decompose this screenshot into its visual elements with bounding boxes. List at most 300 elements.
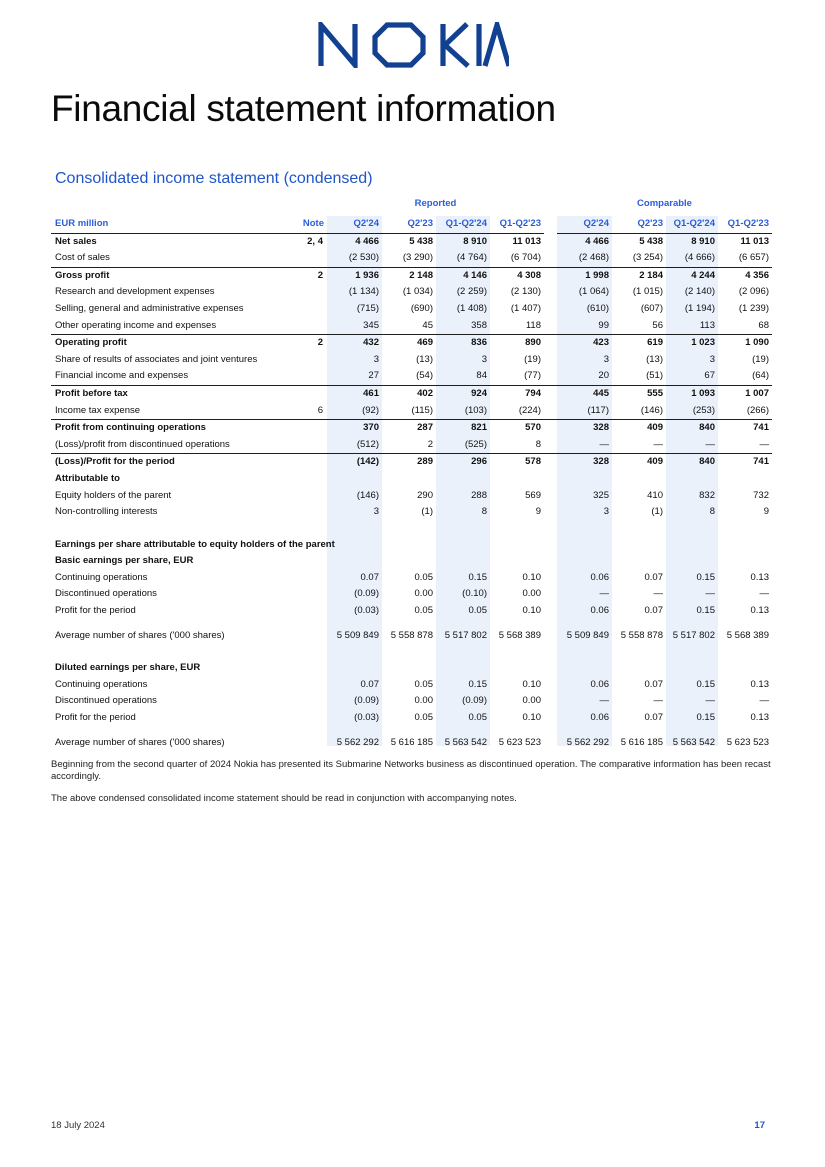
- row-label: Cost of sales: [55, 252, 110, 264]
- col-gap: [544, 454, 557, 471]
- row-note: [279, 471, 327, 488]
- comparable-value: (64): [752, 370, 769, 382]
- col-gap: [544, 735, 557, 752]
- reported-value: (0.09): [354, 695, 379, 707]
- row-label: Net sales: [55, 235, 97, 247]
- comparable-value: 619: [612, 335, 666, 352]
- comparable-value: 732: [753, 489, 769, 501]
- spacer-row: [51, 727, 772, 735]
- comparable-value: [557, 537, 612, 554]
- comparable-value: (19): [752, 353, 769, 365]
- row-note: [279, 420, 327, 437]
- row-label: Continuing operations: [55, 678, 148, 690]
- comparable-value: 0.15: [696, 605, 715, 617]
- reported-value: [327, 553, 382, 570]
- row-label: Diluted earnings per share, EUR: [55, 662, 201, 674]
- comparable-value: [718, 537, 772, 554]
- reported-value: [436, 471, 490, 488]
- col-header-period: Q1-Q2'24: [666, 216, 718, 233]
- reported-value: [327, 660, 382, 677]
- reported-value: (1 408): [456, 302, 487, 314]
- row-label: Profit for the period: [55, 712, 136, 724]
- reported-value: 5 616 185: [390, 736, 433, 748]
- reported-value: (146): [356, 489, 379, 501]
- reported-value: (2 530): [348, 252, 379, 264]
- row-label: Profit from continuing operations: [51, 420, 279, 437]
- comparable-value: 1 998: [557, 267, 612, 284]
- col-header-period: Q2'24: [327, 216, 382, 233]
- reported-value: 3: [481, 353, 487, 365]
- col-gap: [544, 471, 557, 488]
- reported-value: [490, 537, 544, 554]
- table-header-row: [51, 216, 772, 233]
- comparable-value: 409: [612, 420, 666, 437]
- reported-value: 287: [382, 420, 436, 437]
- reported-value: (13): [416, 353, 433, 365]
- spacer-row: [51, 644, 772, 660]
- comparable-value: —: [599, 695, 609, 707]
- reported-value: [382, 660, 436, 677]
- reported-value: (0.03): [354, 712, 379, 724]
- reported-value: 0.05: [468, 712, 487, 724]
- row-label: Profit before tax: [51, 385, 279, 402]
- comparable-value: 1 007: [718, 385, 772, 402]
- reported-value: 570: [490, 420, 544, 437]
- row-label: Research and development expenses: [55, 286, 215, 298]
- col-header-period: Q1-Q2'23: [490, 216, 544, 233]
- table-row: [51, 660, 772, 677]
- reported-value: (1 407): [510, 302, 541, 314]
- col-gap: [544, 216, 557, 233]
- reported-value: (19): [524, 353, 541, 365]
- reported-value: (115): [411, 404, 433, 416]
- reported-value: (92): [362, 404, 379, 416]
- table-row: [51, 250, 772, 267]
- reported-value: 3: [373, 506, 379, 518]
- reported-value: 4 308: [490, 267, 544, 284]
- comparable-value: 8: [709, 506, 715, 518]
- spacer-row: [51, 620, 772, 628]
- reported-value: 84: [476, 370, 487, 382]
- comparable-value: [557, 660, 612, 677]
- comparable-value: —: [759, 695, 769, 707]
- reported-value: 5 517 802: [444, 629, 487, 641]
- comparable-value: 5 623 523: [726, 736, 769, 748]
- table-row: [51, 710, 772, 727]
- col-gap: [544, 368, 557, 385]
- reported-value: 0.00: [522, 588, 541, 600]
- row-label: Other operating income and expenses: [55, 319, 217, 331]
- comparable-value: 423: [557, 335, 612, 352]
- table-row: [51, 385, 772, 402]
- reported-value: (512): [356, 438, 379, 450]
- row-note: 2, 4: [307, 235, 323, 247]
- reported-value: (1): [421, 506, 433, 518]
- reported-value: 794: [490, 385, 544, 402]
- row-note: [279, 504, 327, 521]
- comparable-value: 5 563 542: [672, 736, 715, 748]
- comparable-value: 0.07: [644, 678, 663, 690]
- comparable-value: —: [653, 588, 663, 600]
- reported-value: 45: [422, 319, 433, 331]
- reported-value: [490, 660, 544, 677]
- comparable-value: 3: [709, 353, 715, 365]
- comparable-value: —: [599, 438, 609, 450]
- reported-value: 821: [436, 420, 490, 437]
- row-note: [279, 570, 327, 587]
- row-label: Attributable to: [55, 472, 120, 484]
- col-gap: [544, 710, 557, 727]
- comparable-value: —: [653, 438, 663, 450]
- reported-value: 9: [535, 506, 541, 518]
- comparable-value: (1 015): [632, 286, 663, 298]
- row-label: Earnings per share attributable to equity holders of the parent: [55, 538, 335, 550]
- col-gap: [544, 420, 557, 437]
- comparable-value: 0.15: [696, 678, 715, 690]
- row-label: (Loss)/profit from discontinued operations: [55, 438, 230, 450]
- reported-value: 578: [490, 454, 544, 471]
- comparable-value: —: [653, 695, 663, 707]
- reported-value: 402: [382, 385, 436, 402]
- comparable-value: 409: [612, 454, 666, 471]
- reported-value: 118: [525, 319, 541, 331]
- row-note: [279, 284, 327, 301]
- comparable-value: (1): [651, 506, 663, 518]
- comparable-value: (6 657): [738, 252, 769, 264]
- reported-value: [382, 471, 436, 488]
- reported-value: (0.09): [354, 588, 379, 600]
- row-label: Discontinued operations: [55, 695, 157, 707]
- comparable-value: 20: [598, 370, 609, 382]
- comparable-value: (3 254): [632, 252, 663, 264]
- col-gap: [544, 488, 557, 505]
- comparable-value: 113: [699, 319, 715, 331]
- col-gap: [544, 553, 557, 570]
- row-label: Non-controlling interests: [55, 506, 158, 518]
- comparable-value: 2 184: [612, 267, 666, 284]
- col-gap: [544, 403, 557, 420]
- comparable-value: —: [705, 588, 715, 600]
- col-header-period: Q2'24: [557, 216, 612, 233]
- row-label: Financial income and expenses: [55, 370, 189, 382]
- comparable-value: [612, 471, 666, 488]
- footer-date: 18 July 2024: [51, 1120, 105, 1131]
- col-gap: [544, 660, 557, 677]
- row-note: [279, 488, 327, 505]
- row-label: Average number of shares ('000 shares): [55, 736, 225, 748]
- table-row: [51, 368, 772, 385]
- page-number: 17: [754, 1120, 765, 1131]
- reported-value: (77): [524, 370, 541, 382]
- row-note: [279, 693, 327, 710]
- row-note: [279, 710, 327, 727]
- comparable-value: 0.13: [750, 605, 769, 617]
- reported-value: 461: [327, 385, 382, 402]
- reported-value: 345: [363, 319, 379, 331]
- reported-value: 5 438: [409, 235, 433, 247]
- col-gap: [544, 603, 557, 620]
- reported-value: [327, 537, 382, 554]
- reported-value: 370: [327, 420, 382, 437]
- comparable-group-heading: Comparable: [637, 198, 692, 209]
- comparable-value: 5 568 389: [726, 629, 769, 641]
- comparable-value: [666, 660, 718, 677]
- reported-value: [436, 660, 490, 677]
- reported-value: 0.10: [522, 605, 541, 617]
- comparable-value: (4 666): [684, 252, 715, 264]
- comparable-value: (146): [640, 404, 663, 416]
- reported-value: [436, 553, 490, 570]
- col-gap: [544, 250, 557, 267]
- reported-value: 8 910: [463, 235, 487, 247]
- col-header-period: Q1-Q2'24: [436, 216, 490, 233]
- col-gap: [544, 504, 557, 521]
- table-row: [51, 267, 772, 284]
- nokia-logo-mark: [317, 22, 509, 68]
- reported-value: 0.05: [414, 712, 433, 724]
- section-title: Consolidated income statement (condensed): [55, 170, 373, 187]
- row-note: [279, 250, 327, 267]
- comparable-value: 1 023: [666, 335, 718, 352]
- col-header-note: Note: [279, 216, 327, 233]
- reported-value: 0.10: [522, 678, 541, 690]
- reported-value: 0.05: [414, 605, 433, 617]
- row-note: 2: [279, 267, 327, 284]
- table-row: [51, 570, 772, 587]
- reported-value: 0.15: [468, 678, 487, 690]
- comparable-value: 0.07: [644, 712, 663, 724]
- row-note: [279, 352, 327, 369]
- reported-value: 836: [436, 335, 490, 352]
- comparable-value: (1 239): [738, 302, 769, 314]
- comparable-value: 0.06: [590, 678, 609, 690]
- comparable-value: 445: [557, 385, 612, 402]
- table-row: [51, 335, 772, 352]
- row-note: 2: [279, 335, 327, 352]
- comparable-value: 325: [593, 489, 609, 501]
- table-row: [51, 488, 772, 505]
- table-row: [51, 420, 772, 437]
- row-label: Equity holders of the parent: [55, 489, 172, 501]
- comparable-value: 8 910: [691, 235, 715, 247]
- comparable-value: (117): [587, 404, 609, 416]
- reported-value: 569: [525, 489, 541, 501]
- table-row: [51, 233, 772, 250]
- reported-value: (525): [464, 438, 487, 450]
- comparable-value: 0.06: [590, 712, 609, 724]
- reported-value: (4 764): [456, 252, 487, 264]
- table-row: [51, 504, 772, 521]
- row-note: [279, 454, 327, 471]
- col-gap: [544, 437, 557, 454]
- comparable-value: (2 096): [738, 286, 769, 298]
- comparable-value: [612, 660, 666, 677]
- comparable-value: (266): [746, 404, 769, 416]
- comparable-value: —: [705, 695, 715, 707]
- table-row: [51, 603, 772, 620]
- reported-value: 0.05: [414, 571, 433, 583]
- reported-value: 0.10: [522, 571, 541, 583]
- row-note: [279, 735, 327, 752]
- reported-value: (3 290): [402, 252, 433, 264]
- reported-value: (0.03): [354, 605, 379, 617]
- comparable-value: 68: [758, 319, 769, 331]
- comparable-value: 0.07: [644, 571, 663, 583]
- reported-value: 27: [368, 370, 379, 382]
- col-gap: [544, 233, 557, 250]
- row-label: Selling, general and administrative expenses: [55, 302, 244, 314]
- comparable-value: —: [759, 588, 769, 600]
- row-note: [279, 628, 327, 645]
- reported-value: 5 623 523: [498, 736, 541, 748]
- reported-value: 0.00: [522, 695, 541, 707]
- comparable-value: [612, 537, 666, 554]
- footnote-discontinued: Beginning from the second quarter of 2024 Nokia has presented its Submarine Networks business as discontinued operation. The comparative information has been recast accordingly.: [51, 759, 771, 782]
- reported-value: (2 259): [456, 286, 487, 298]
- col-gap: [544, 537, 557, 554]
- comparable-value: 99: [598, 319, 609, 331]
- reported-value: (715): [356, 302, 379, 314]
- comparable-value: 3: [603, 506, 609, 518]
- comparable-value: 0.15: [696, 571, 715, 583]
- table-row: [51, 403, 772, 420]
- row-note: [279, 586, 327, 603]
- comparable-value: (2 140): [684, 286, 715, 298]
- reported-value: (103): [464, 404, 487, 416]
- comparable-value: [557, 553, 612, 570]
- comparable-value: 67: [704, 370, 715, 382]
- reported-value: 3: [373, 353, 379, 365]
- comparable-value: 4 466: [585, 235, 609, 247]
- reported-value: 8: [535, 438, 541, 450]
- reported-group-heading: Reported: [414, 198, 457, 209]
- comparable-value: 410: [647, 489, 663, 501]
- reported-value: 5 563 542: [444, 736, 487, 748]
- row-note: [279, 301, 327, 318]
- comparable-value: 4 356: [718, 267, 772, 284]
- reported-value: 4 146: [436, 267, 490, 284]
- reported-value: 0.05: [468, 605, 487, 617]
- comparable-value: [666, 537, 718, 554]
- comparable-value: 5 558 878: [620, 629, 663, 641]
- comparable-value: —: [599, 588, 609, 600]
- col-gap: [544, 628, 557, 645]
- comparable-value: 0.07: [644, 605, 663, 617]
- reported-value: 8: [481, 506, 487, 518]
- comparable-value: (1 194): [684, 302, 715, 314]
- table-row: [51, 318, 772, 335]
- comparable-value: 840: [666, 454, 718, 471]
- col-gap: [544, 693, 557, 710]
- col-gap: [544, 385, 557, 402]
- comparable-value: 832: [699, 489, 715, 501]
- spacer-row: [51, 521, 772, 537]
- row-note: [279, 677, 327, 694]
- table-row: [51, 301, 772, 318]
- comparable-value: 9: [763, 506, 769, 518]
- row-note: [279, 318, 327, 335]
- comparable-value: 0.13: [750, 571, 769, 583]
- comparable-value: 840: [666, 420, 718, 437]
- row-label: (Loss)/Profit for the period: [51, 454, 279, 471]
- footnote-notes: The above condensed consolidated income statement should be read in conjunction with accompanying notes.: [51, 793, 517, 804]
- comparable-value: (607): [640, 302, 663, 314]
- reported-value: 0.07: [360, 678, 379, 690]
- income-statement-table: [51, 216, 772, 751]
- reported-value: (0.10): [462, 588, 487, 600]
- row-label: Profit for the period: [55, 605, 136, 617]
- col-gap: [544, 352, 557, 369]
- comparable-value: [612, 553, 666, 570]
- nokia-logo: [317, 22, 509, 68]
- reported-value: 1 936: [327, 267, 382, 284]
- table-row: [51, 471, 772, 488]
- reported-value: 288: [471, 489, 487, 501]
- comparable-value: [718, 553, 772, 570]
- reported-value: 2: [427, 438, 433, 450]
- col-gap: [544, 677, 557, 694]
- reported-value: (54): [416, 370, 433, 382]
- reported-value: 11 013: [512, 235, 541, 247]
- comparable-value: 555: [612, 385, 666, 402]
- table-row: [51, 437, 772, 454]
- table-row: [51, 693, 772, 710]
- reported-value: 290: [417, 489, 433, 501]
- reported-value: 289: [382, 454, 436, 471]
- comparable-value: (253): [692, 404, 715, 416]
- comparable-value: 5 517 802: [672, 629, 715, 641]
- reported-value: (1 134): [348, 286, 379, 298]
- col-header-period: Q2'23: [382, 216, 436, 233]
- comparable-value: —: [759, 438, 769, 450]
- comparable-value: 5 562 292: [566, 736, 609, 748]
- table-row: [51, 735, 772, 752]
- comparable-value: 11 013: [740, 235, 769, 247]
- reported-value: 0.00: [414, 695, 433, 707]
- col-gap: [544, 301, 557, 318]
- reported-value: 296: [436, 454, 490, 471]
- reported-value: 5 562 292: [336, 736, 379, 748]
- row-note: [279, 437, 327, 454]
- row-label: Share of results of associates and joint ventures: [55, 353, 258, 365]
- row-note: [279, 603, 327, 620]
- reported-value: 5 509 849: [336, 629, 379, 641]
- comparable-value: 741: [718, 454, 772, 471]
- col-gap: [544, 267, 557, 284]
- comparable-value: 0.06: [590, 571, 609, 583]
- comparable-value: 56: [652, 319, 663, 331]
- comparable-value: [718, 471, 772, 488]
- comparable-value: (51): [646, 370, 663, 382]
- comparable-value: [666, 471, 718, 488]
- table-row: [51, 553, 772, 570]
- reported-value: 469: [382, 335, 436, 352]
- comparable-value: 1 090: [718, 335, 772, 352]
- row-label: Income tax expense: [55, 404, 141, 416]
- reported-value: [490, 471, 544, 488]
- reported-value: 4 466: [355, 235, 379, 247]
- col-header-label: EUR million: [51, 216, 279, 233]
- table-row: [51, 352, 772, 369]
- row-label: Basic earnings per share, EUR: [55, 555, 194, 567]
- comparable-value: 0.13: [750, 678, 769, 690]
- comparable-value: 5 509 849: [566, 629, 609, 641]
- reported-value: [490, 553, 544, 570]
- reported-value: [382, 553, 436, 570]
- comparable-value: 328: [557, 420, 612, 437]
- comparable-value: (13): [646, 353, 663, 365]
- reported-value: 0.05: [414, 678, 433, 690]
